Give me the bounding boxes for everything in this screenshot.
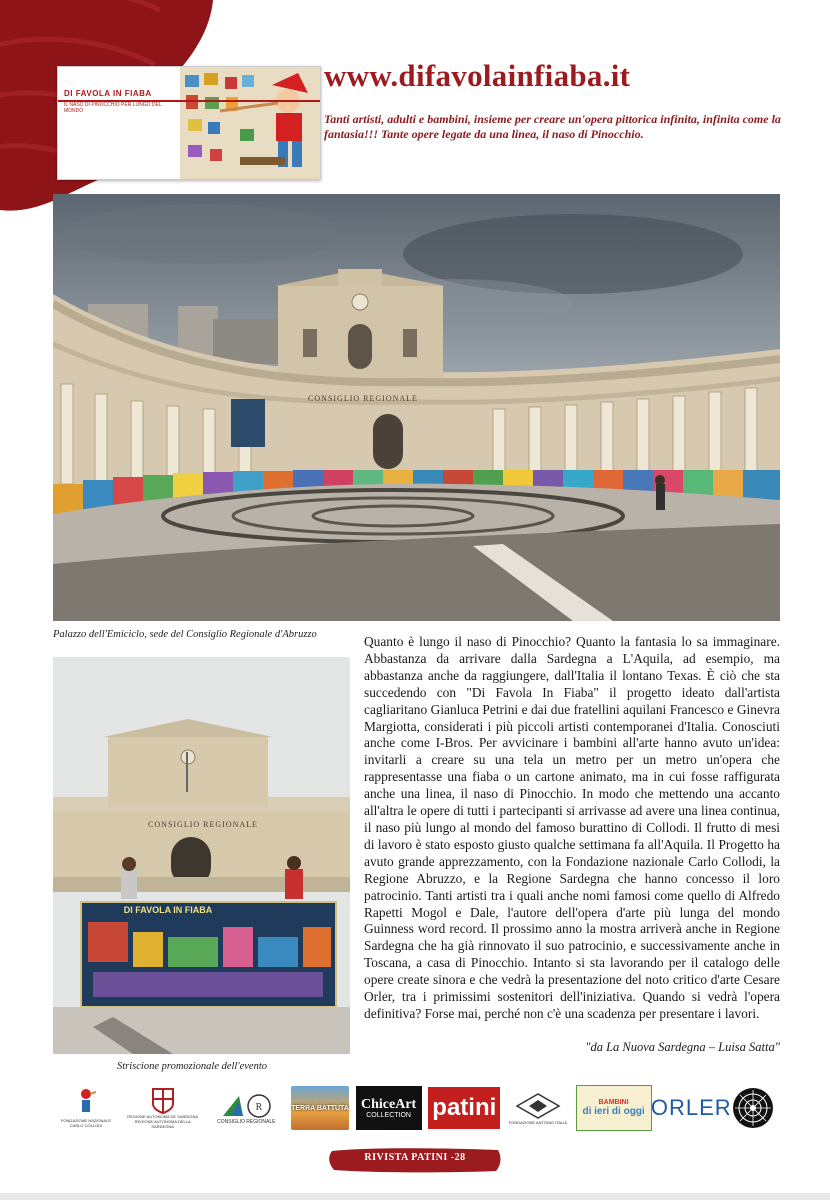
bambini-title: BAMBINI <box>598 1099 629 1106</box>
sponsor-consiglio-logo <box>208 1092 284 1125</box>
banner-text: DI FAVOLA IN FIABA <box>123 905 213 915</box>
sponsor-orler-logo <box>650 1095 732 1121</box>
mandala-icon <box>732 1087 774 1129</box>
sponsor-patini-logo <box>428 1087 500 1129</box>
bottom-divider <box>0 1193 830 1200</box>
site-title: www.difavolainfiaba.it <box>324 58 631 93</box>
sponsor-bambini-logo <box>576 1085 652 1131</box>
sardegna-shield-icon <box>152 1088 174 1114</box>
logo-subtitle: IL NASO DI PINOCCHIO PER LUNGO DEL MONDO <box>64 102 162 114</box>
collodi-label: FONDAZIONE NAZIONALE CARLO COLLODI <box>60 1118 111 1128</box>
pinocchio-illustration <box>180 67 320 179</box>
sardegna-label: REGIONE AUTONOMA DE SARDIGNA REGIONE AUTONOMA DELLA SARDEGNA <box>127 1113 199 1129</box>
consiglio-emblem-icon <box>219 1092 273 1120</box>
main-photo-caption: Palazzo dell'Emiciclo, sede del Consiglio Regionale d'Abruzzo <box>53 629 317 640</box>
logo-text-panel <box>58 67 180 179</box>
article-signature: "da La Nuova Sardegna – Luisa Satta" <box>585 1040 780 1054</box>
chiceart-name: ChiceArt <box>361 1097 417 1112</box>
palazzo-emiciclo-photo <box>53 194 780 621</box>
article-body <box>364 634 780 1023</box>
sponsor-ifs-logo <box>507 1092 569 1125</box>
article-text: Quanto è lungo il naso di Pinocchio? Quanto la fantasia lo sa immaginare. Abbastanza da arrivare dalla Sardegna a L'Aquila, ad esempio, ma abbastanza anche da raggiungere, dall'Italia il lontano Texas. È ciò che sta succedendo con "Di Favola In Fiaba" il progetto ideato dall'artista cagliaritano Gianluca Petrini e dai due fratellini aquilani Francesco e Ginevra Margiotta, considerati i più piccoli artisti contemporanei d'Italia. Conosciuti anche come I-Bros. Per avvicinare i bambini all'arte hanno avuto un'idea: invitarli a creare su una tela un metro per un metro un'opera che rappresentasse una fiaba o un cartone animato, ma in cui fosse raffigurata anche una linea, il naso di Pinocchio. In modo che mettendo una accanto all'altra le opere di tutti i partecipanti si arrivasse ad avere una linea continua, il naso più lungo al mondo del famoso burattino di Collodi. Il frutto di mesi di lavoro è stato esposto giusto qualche settimana fa all'Aquila. Il Progetto ha avuto grande apprezzamento, con la Fondazione nazionale Carlo Collodi, la Regione Abruzzo, e la Regione Sardegna che hanno concesso il loro patrocinio. Tanti artisti tra i quali anche nomi famosi come quello di Alfredo Rapetti Mogol e Dale, l'autore dell'opera d'arte più lunga del mondo Guinness word record. Il prossimo anno la mostra arriverà anche in Regione Sardegna che ha già rinnovato il suo patrocinio, e successivamente anche in Toscana, a casa di Pinocchio. Intanto si sta lavorando per il catalogo delle opere create sinora e che vedrà la presentazione del noto critico d'arte Cesare Orler, tra i primissimi sostenitori dell'iniziativa. Quando si vedrà l'opera definitiva? Forse mai, perché non c'è una scadenza per presentare i lavori. <box>364 634 780 1021</box>
svg-text:R: R <box>255 1101 263 1113</box>
sponsor-logos-row <box>55 1082 775 1134</box>
building-sign: CONSIGLIO REGIONALE <box>308 394 418 403</box>
patini-label: patini <box>432 1094 497 1121</box>
pinocchio-icon <box>76 1088 96 1118</box>
promo-banner-photo <box>53 657 350 1054</box>
bambini-subtitle: di ieri di oggi <box>582 1106 645 1117</box>
sponsor-collodi-logo <box>55 1088 117 1128</box>
sponsor-terra-battuta-logo <box>291 1086 349 1130</box>
sponsor-sardegna-logo <box>124 1088 202 1129</box>
logo-title: DI FAVOLA IN FIABA <box>64 89 152 98</box>
consiglio-label: CONSIGLIO REGIONALE <box>217 1118 276 1125</box>
second-photo-caption: Striscione promozionale dell'evento <box>117 1061 267 1072</box>
header-subtitle: Tanti artisti, adulti e bambini, insieme per creare un'opera pittorica infinita, infinita come la fantasia!!! Tante opere legate da una linea, il naso di Pinocchio. <box>324 112 781 141</box>
second-building-sign: CONSIGLIO REGIONALE <box>148 820 258 829</box>
terra-battuta-label: TERRA BATTUTA <box>291 1104 349 1112</box>
project-logo <box>57 66 321 180</box>
sponsor-chiceart-logo <box>356 1086 422 1130</box>
sponsor-mandala-logo <box>731 1087 775 1129</box>
ifs-label: FONDAZIONE ANTONIO ITALIA <box>508 1119 568 1125</box>
ifs-emblem-icon <box>515 1092 561 1120</box>
chiceart-collection: COLLECTION <box>366 1112 411 1119</box>
orler-label: ORLER <box>650 1095 732 1120</box>
page-label: RIVISTA PATINI -28 <box>364 1152 466 1163</box>
